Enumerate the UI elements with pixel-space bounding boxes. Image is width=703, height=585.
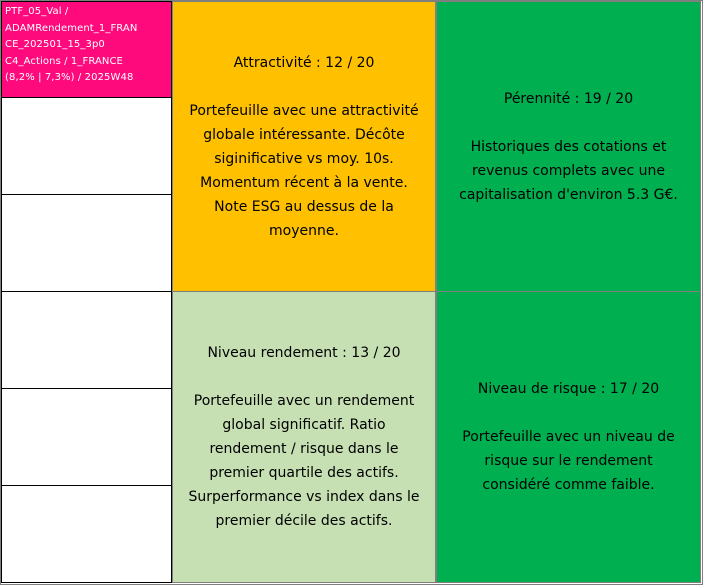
rendement-score: Niveau rendement : 13 / 20 <box>207 345 401 361</box>
empty-cell <box>1 388 172 486</box>
empty-cell <box>1 97 172 195</box>
portfolio-title-line: ADAMRendement_1_FRAN <box>5 22 138 34</box>
attractivite-score: Attractivité : 12 / 20 <box>233 54 375 71</box>
attractivite-text-line: siginificative vs moy. 10s. <box>214 150 394 167</box>
perennite-text-line: Historiques des cotations et <box>470 138 667 155</box>
portfolio-title-line: (8,2% | 7,3%) / 2025W48 <box>5 72 134 83</box>
attractivite-panel <box>172 1 436 292</box>
portfolio-title-line: PTF_05_Val / <box>5 6 69 17</box>
attractivite-text-line: Note ESG au dessus de la <box>214 198 394 215</box>
rendement-panel <box>172 291 436 583</box>
risque-text-line: considéré comme faible. <box>482 477 655 493</box>
rendement-text-line: premier décile des actifs. <box>215 513 393 529</box>
rendement-text-line: global significatif. Ratio <box>222 417 386 433</box>
portfolio-title-line: C4_Actions / 1_FRANCE <box>5 55 123 67</box>
rendement-text-line: Portefeuille avec un rendement <box>193 393 415 409</box>
empty-cell <box>1 485 172 583</box>
attractivite-text-line: Momentum récent à la vente. <box>200 174 408 191</box>
risque-text-line: risque sur le rendement <box>484 453 653 469</box>
attractivite-text-line: globale intéressante. Décôte <box>203 126 405 143</box>
risque-score: Niveau de risque : 17 / 20 <box>477 381 660 397</box>
rendement-text-line: premier quartile des actifs. <box>209 465 399 481</box>
perennite-text-line: capitalisation d'environ 5.3 G€. <box>459 186 678 203</box>
portfolio-title-cell <box>1 1 172 98</box>
risque-panel <box>436 291 701 583</box>
rendement-text-line: rendement / risque dans le <box>209 441 399 457</box>
risque-text-line: Portefeuille avec un niveau de <box>462 429 675 445</box>
attractivite-text-line: moyenne. <box>269 222 339 239</box>
attractivite-text-line: Portefeuille avec une attractivité <box>189 102 419 119</box>
rendement-text-line: Surperformance vs index dans le <box>188 489 420 505</box>
perennite-panel <box>436 1 701 292</box>
empty-cell <box>1 291 172 389</box>
portfolio-title-line: CE_202501_15_3p0 <box>5 39 105 50</box>
perennite-score: Pérennité : 19 / 20 <box>503 90 634 107</box>
perennite-text-line: revenus complets avec une <box>472 162 665 179</box>
empty-cell <box>1 194 172 292</box>
